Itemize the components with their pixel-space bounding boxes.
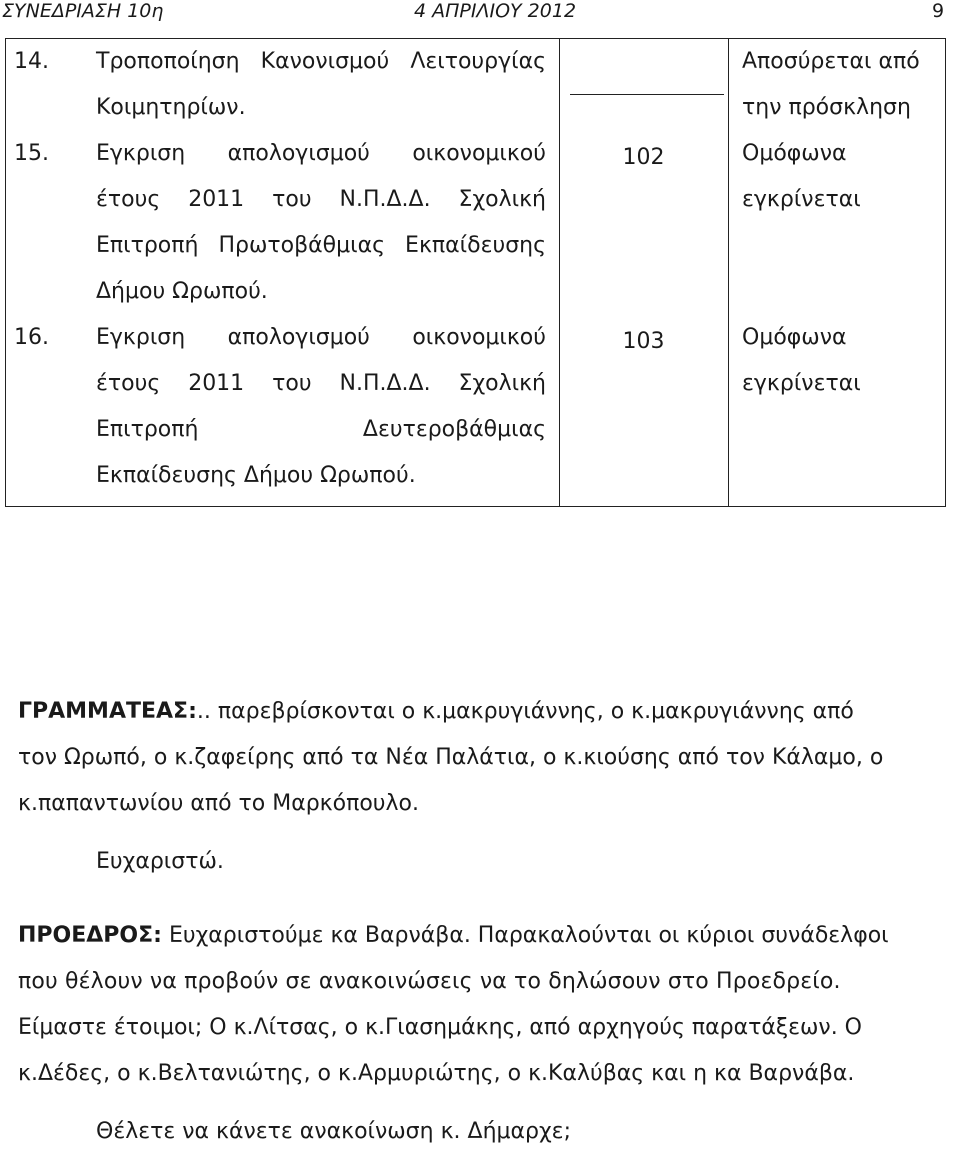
page-header [0,0,960,26]
item-line: Εκπαίδευσης Δήμου Ωρωπού. [96,463,416,488]
item-line: Εγκριση απολογισμού οικονομικού [96,141,546,166]
result-line: Ομόφωνα [742,325,847,350]
item-description [96,315,546,499]
item-line: Εγκριση απολογισμού οικονομικού [96,325,546,350]
question-line: Θέλετε να κάνετε ανακοίνωση κ. Δήμαρχε; [96,1119,571,1144]
item-line: έτους 2011 του Ν.Π.Δ.Δ. Σχολική [96,371,546,396]
statement-line [18,913,933,959]
column-divider [728,39,729,506]
page-number: 9 [932,0,945,22]
column-divider [559,39,560,506]
item-15-decision-number: 102 [622,145,665,170]
session-label: ΣΥΝΕΔΡΙΑΣΗ 10η [2,0,164,22]
thanks-line: Ευχαριστώ. [96,849,224,874]
statement-line: που θέλουν να προβούν σε ανακοινώσεις να το δηλώσουν στο Προεδρείο. [18,969,841,994]
result-line: εγκρίνεται [742,187,861,212]
item-number: 16. [14,325,49,350]
item-description [96,39,546,131]
statement-line: τον Ωρωπό, ο κ.ζαφείρης από τα Νέα Παλάτια, ο κ.κιούσης από τον Κάλαμο, ο [18,745,884,770]
statement-text: Ευχαριστούμε κα Βαρνάβα. Παρακαλούνται οι κύριοι συνάδελφοι [168,923,889,948]
item-number: 15. [14,141,49,166]
secretary-statement [18,689,933,885]
statement-line [18,689,933,735]
item-line: Δήμου Ωρωπού. [96,279,268,304]
statement-line: κ.παπαντωνίου από το Μαρκόπουλο. [18,791,420,816]
result-line: Ομόφωνα [742,141,847,166]
session-date: 4 ΑΠΡΙΛΙΟΥ 2012 [414,0,577,22]
statement-text: .. παρεβρίσκονται ο κ.μακρυγιάννης, ο κ.μακρυγιάννης από [196,699,854,724]
statement-line: κ.Δέδες, ο κ.Βελτανιώτης, ο κ.Αρμυριώτης, ο κ.Καλύβας και η κα Βαρνάβα. [18,1061,855,1086]
result-line: Αποσύρεται από [742,49,920,74]
agenda-table [5,38,946,507]
item-line: Κοιμητηρίων. [96,95,246,120]
item-description [96,131,546,315]
speaker-label: ΓΡΑΜΜΑΤΕΑΣ: [18,699,197,724]
item-14-result [742,39,920,131]
result-line: εγκρίνεται [742,371,861,396]
president-statement [18,913,933,1155]
item-line: Επιτροπή Δευτεροβάθμιας [96,417,546,442]
speaker-label: ΠΡΟΕΔΡΟΣ: [18,923,162,948]
item-line: Τροποποίηση Κανονισμού Λειτουργίας [96,49,546,74]
result-line: την πρόσκληση [742,95,911,120]
item-line: Επιτροπή Πρωτοβάθμιας Εκπαίδευσης [96,233,546,258]
statement-line: Είμαστε έτοιμοι; Ο κ.Λίτσας, ο κ.Γιασημάκης, από αρχηγούς παρατάξεων. Ο [18,1015,862,1040]
decision-blank-line [570,94,724,95]
item-15-result [742,131,861,223]
item-line: έτους 2011 του Ν.Π.Δ.Δ. Σχολική [96,187,546,212]
item-16-result [742,315,861,407]
item-number: 14. [14,49,49,74]
item-16-decision-number: 103 [622,329,665,354]
